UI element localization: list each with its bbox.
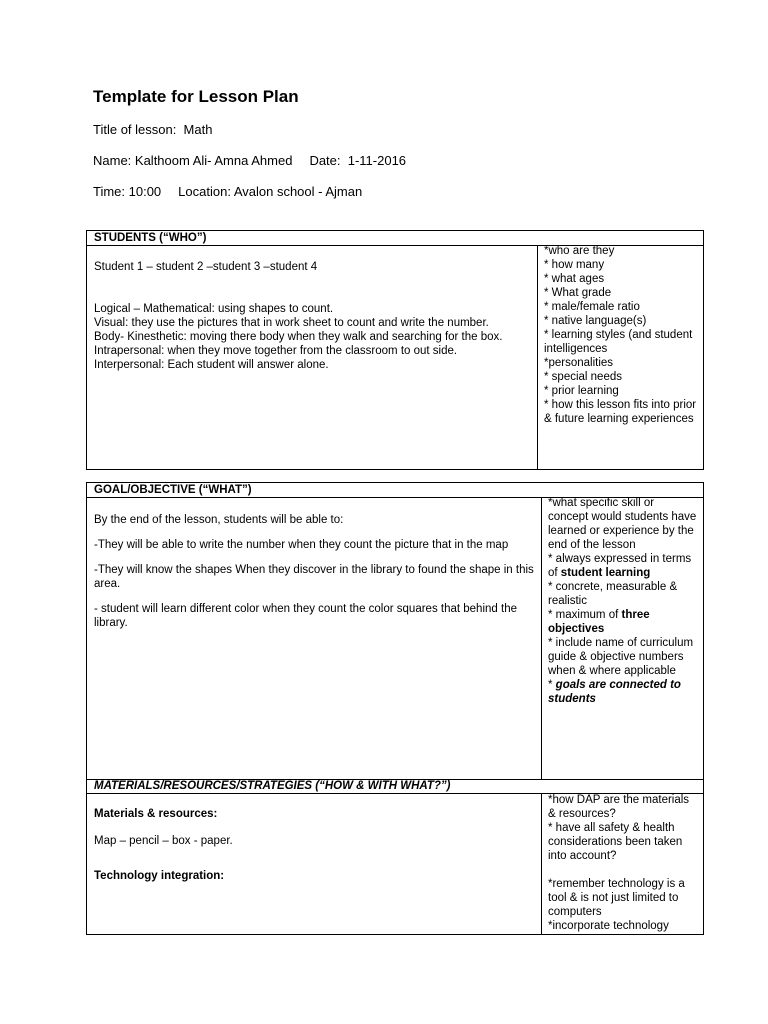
materials-guide-incorporate: *incorporate technology (548, 920, 669, 932)
students-table (86, 230, 704, 470)
goal-header: GOAL/OBJECTIVE (“WHAT”) (87, 483, 703, 498)
guide-line: * What grade (544, 287, 612, 299)
materials-guide-tool: *remember technology is a tool & is not just limited to computers (548, 878, 685, 918)
guide-line: * special needs (544, 371, 622, 383)
guide-line: * male/female ratio (544, 301, 640, 313)
goal-guide-concrete: * concrete, measurable & realistic (548, 581, 678, 607)
goal-guide-maximum: * maximum of three objectives (548, 609, 650, 635)
guide-line: * prior learning (544, 385, 619, 397)
students-list: Student 1 – student 2 –student 3 –student 4 (94, 261, 318, 273)
students-guidance (538, 244, 703, 469)
goal-guide-curriculum: * include name of curriculum guide & objective numbers when & where applicable (548, 637, 694, 677)
page-title: Template for Lesson Plan (93, 87, 299, 106)
students-header: STUDENTS (“WHO”) (87, 231, 703, 246)
goal-intro: By the end of the lesson, students will be able to: (94, 514, 344, 526)
students-details (87, 246, 538, 469)
author-names: Name: Kalthoom Ali- Amna Ahmed (93, 153, 293, 168)
lesson-time: Time: 10:00 (93, 184, 162, 199)
materials-heading: Materials & resources: (94, 808, 218, 820)
guide-line: * native language(s) (544, 315, 647, 327)
intelligence-intrapersonal: Intrapersonal: when they move together from the classroom to out side. (94, 345, 458, 357)
materials-details (87, 794, 542, 934)
materials-header: MATERIALS/RESOURCES/STRATEGIES (“HOW & WITH WHAT?”) (87, 780, 703, 794)
name-date-line (93, 153, 406, 168)
guide-line: *who are they (544, 245, 615, 257)
intelligence-logical: Logical – Mathematical: using shapes to count. (94, 303, 334, 315)
intelligence-interpersonal: Interpersonal: Each student will answer alone. (94, 359, 329, 371)
goal-materials-table (86, 482, 704, 935)
guide-line: * learning styles (and student intelligences (544, 329, 693, 355)
materials-list: Map – pencil – box - paper. (94, 835, 233, 847)
goal-guide-skill: *what specific skill or concept would students have learned or experience by the end of the lesson (548, 497, 697, 551)
intelligence-body: Body- Kinesthetic: moving there body when they walk and searching for the box. (94, 331, 503, 343)
intelligence-visual: Visual: they use the pictures that in work sheet to count and write the number. (94, 317, 489, 329)
guide-line: * what ages (544, 273, 605, 285)
goal-objective-3: - student will learn different color when they count the color squares that behind the library. (94, 603, 517, 629)
students-row (87, 246, 703, 469)
goal-guide-terms: * always expressed in terms of student learning (548, 553, 692, 579)
guide-line: * how this lesson fits into prior & future learning experiences (544, 399, 697, 425)
goal-details (87, 498, 542, 779)
goal-row (87, 498, 703, 780)
materials-guide-safety: * have all safety & health considerations been taken into account? (548, 822, 683, 862)
goal-objective-2: -They will know the shapes When they discover in the library to found the shape in this area. (94, 564, 534, 590)
lesson-location: Location: Avalon school - Ajman (178, 184, 363, 199)
goal-guidance (542, 496, 703, 779)
time-location-line (93, 184, 362, 199)
lesson-title-line: Title of lesson: Math (93, 122, 213, 137)
technology-heading: Technology integration: (94, 870, 225, 882)
guide-line: *personalities (544, 357, 614, 369)
guide-line: * how many (544, 259, 605, 271)
goal-objective-1: -They will be able to write the number when they count the picture that in the map (94, 539, 509, 551)
materials-row (87, 794, 703, 934)
goal-guide-connected: * goals are connected to students (548, 679, 681, 705)
materials-guidance (542, 793, 703, 934)
materials-guide-dap: *how DAP are the materials & resources? (548, 794, 690, 820)
lesson-date: Date: 1-11-2016 (309, 153, 407, 168)
